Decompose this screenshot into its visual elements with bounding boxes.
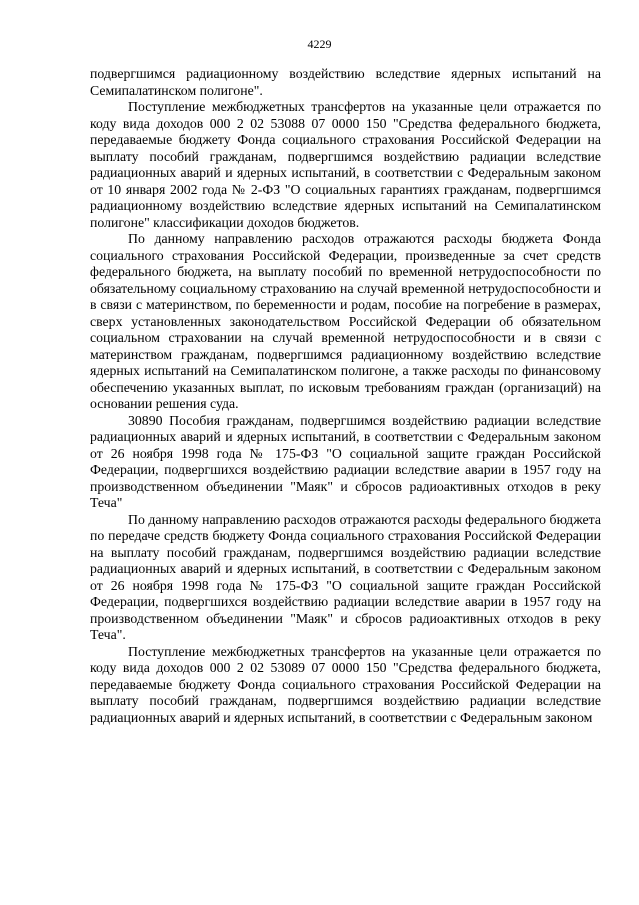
paragraph-transfers-53089: Поступление межбюджетных трансфертов на указанные цели отражается по коду вида доходов 000 2 02 53089 07 0000 150 "Средства федерального бюджета, передаваемые бюджету Фонда социального страхования Российской Федерации на выплату пособий гражданам, подвергшимся воздействию радиации вследствие радиационных аварий и ядерных испытаний, в соответствии с Федеральным законом [90, 643, 601, 725]
paragraph-expenses-federal: По данному направлению расходов отражаются расходы федерального бюджета по передаче средств бюджету Фонда социального страхования Российской Федерации на выплату пособий гражданам, подвергшимся воздействию радиации вследствие радиационных аварий и ядерных испытаний, в соответствии с Федеральным законом от 26 ноября 1998 года № 175-ФЗ "О социальной защите граждан Российской Федерации, подвергшихся воздействию радиации вследствие аварии в 1957 году на производственном объединении "Маяк" и сбросов радиоактивных отходов в реку Теча". [90, 511, 601, 642]
paragraph-expenses-fss: По данному направлению расходов отражаются расходы бюджета Фонда социального страхования Российской Федерации, произведенные за счет средств федерального бюджета, на выплату пособий по временной нетрудоспособности по обязательному социальному страхованию на случай временной нетрудоспособности и в связи с материнством, по беременности и родам, пособие на погребение в размерах, сверх установленных законодательством Российской Федерации об обязательном социальном страховании на случай временной нетрудоспособности и в связи с материнством гражданам, подвергшимся радиационному воздействию вследствие ядерных испытаний на Семипалатинском полигоне, а также расходы по финансовому обеспечению указанных выплат, по исковым требованиям граждан (организаций) на основании решения суда. [90, 231, 601, 411]
paragraph-transfers-53088: Поступление межбюджетных трансфертов на указанные цели отражается по коду вида доходов 000 2 02 53088 07 0000 150 "Средства федерального бюджета, передаваемые бюджету Фонда социального страхования Российской Федерации на выплату пособий гражданам, подвергшимся воздействию радиации вследствие радиационных аварий и ядерных испытаний, в соответствии с Федеральным законом от 10 января 2002 года № 2-ФЗ "О социальных гарантиях гражданам, подвергшимся радиационному воздействию вследствие ядерных испытаний на Семипалатинском полигоне" классификации доходов бюджетов. [90, 99, 601, 230]
paragraph-code-30890: 30890 Пособия гражданам, подвергшимся воздействию радиации вследствие радиационных аварий и ядерных испытаний, в соответствии с Федеральным законом от 26 ноября 1998 года № 175-ФЗ "О социальной защите граждан Российской Федерации, подвергшихся воздействию радиации вследствие аварии в 1957 году на производственном объединении "Маяк" и сбросов радиоактивных отходов в реку Теча" [90, 412, 601, 510]
paragraph-continuation: подвергшимся радиационному воздействию вследствие ядерных испытаний на Семипалатинском полигоне". [90, 66, 601, 98]
page-number: 4229 [307, 37, 332, 51]
document-body [90, 66, 601, 726]
